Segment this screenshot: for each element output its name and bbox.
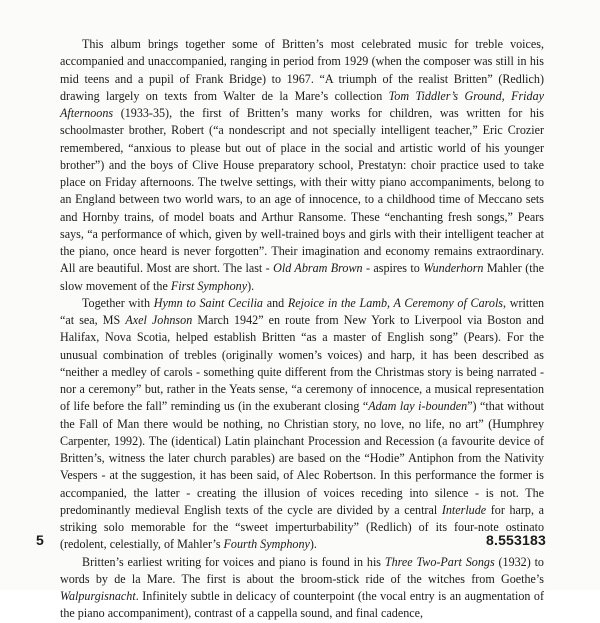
paragraph-ceremony-of-carols xyxy=(60,295,544,554)
italic-title: Rejoice in the Lamb, A Ceremony of Carols xyxy=(287,295,504,310)
text-run: March 1942” en route from New York to Liverpool via Boston and Halifax, Nova Scotia, helped establish Britten “as a master of English song” (Pears). For the unusual combination of trebles (originally women’s voices) and harp, it has been described as “neither a medley of carols - something quite different from the Christmas story is being narrated - nor a ceremony” but, rather in the Yeats sense, “a ceremony of innocence, a musical representation of life before the fall” reminding us (in the exuberant closing “ xyxy=(60,313,544,414)
italic-title: Walpurgisnacht xyxy=(60,589,136,603)
text-run: (1932) to words by de la Mare. The first is about the broom-stick ride of the witches from Goethe’s xyxy=(60,554,544,586)
text-run: Britten’s earliest writing for voices and piano is found in his xyxy=(82,554,385,569)
text-run: ). xyxy=(247,278,255,293)
text-run: and xyxy=(262,295,288,310)
paragraph-two-part-songs xyxy=(60,554,544,623)
italic-title: Old Abram Brown xyxy=(273,261,363,276)
italic-title: Three Two-Part Songs xyxy=(384,554,495,569)
text-run: ”) “that without the Fall of Man there would be nothing, no Christian story, no love, no life, no art” (Humphrey Carpenter, 1992). The (identical) Latin plainchant Procession and Recession (a favourite device of Britten’s, witness the later church parables) are based on the “Hodie” Antiphon from the Nativity Vespers - at the suggestion, it has been said, of Alec Robertson. In this performance the former is accompanied, the latter - creating the illusion of voices receding into silence - is not. The predominantly medieval English texts of the cycle are divided by a central xyxy=(60,399,544,517)
italic-title: Tom Tiddler’s Ground, Friday Afternoons xyxy=(60,88,544,120)
italic-title: Hymn to Saint Cecilia xyxy=(153,295,263,310)
text-run: . Infinitely subtle in delicacy of counterpoint (the vocal entry is an augmentation of the piano accompaniment), contrast of a cappella sound, and final cadence, xyxy=(60,589,544,621)
text-run: for harp, a striking solo memorable for the “sweet imperturbability” (Redlich) of its four-note ostinato (redolent, celestially, of Mahler’s xyxy=(60,502,544,552)
text-run: ). xyxy=(309,537,317,552)
italic-title: Axel Johnson xyxy=(125,313,193,327)
text-run: , written “at sea, MS xyxy=(60,295,545,327)
text-run: Mahler (the slow movement of the xyxy=(60,261,544,293)
text-run: - aspires to xyxy=(362,261,424,276)
catalogue-number: 8.553183 xyxy=(486,532,546,548)
italic-title: First Symphony xyxy=(170,278,248,293)
text-run: (1933-35), the first of Britten’s many works for children, was written for his schoolmaster brother, Robert (“a nondescript and not specially intelligent teacher,” Eric Crozier remembered, “anxious to please but out of place in the social and artistic world of his younger brother”) and the boys of Clive House preparatory school, Prestatyn: choir practice used to take place on Friday afternoons. The twelve settings, with their witty piano accompaniments, belong to an England between two world wars, to an age of innocence, to a childhood time of Meccano sets and Hornby trains, of model boats and Arthur Ransome. These “enchanting fresh songs,” Pears says, “a performance of which, given by well-trained boys and girls with their intelligent teacher at the piano, once heard is never forgotten”. Their imagination and economy remains extraordinary. All are beautiful. Most are short. The last - xyxy=(60,106,544,276)
italic-title: Wunderhorn xyxy=(423,261,484,276)
italic-title: Adam lay i-bounden xyxy=(368,399,468,414)
body-text xyxy=(60,36,544,623)
page-number: 5 xyxy=(36,532,44,548)
italic-title: Fourth Symphony xyxy=(223,537,310,552)
paragraph-intro xyxy=(60,36,544,295)
text-run: Together with xyxy=(82,295,154,310)
text-run: This album brings together some of Britten’s most celebrated music for treble voices, accompanied and unaccompanied, ranging in period from 1929 (when the composer was still in his mid teens and a pupil of Frank Bridge) to 1967. “A triumph of the realist Britten” (Redlich) drawing largely on texts from Walter de la Mare’s collection xyxy=(60,37,544,103)
italic-title: Interlude xyxy=(441,502,487,517)
